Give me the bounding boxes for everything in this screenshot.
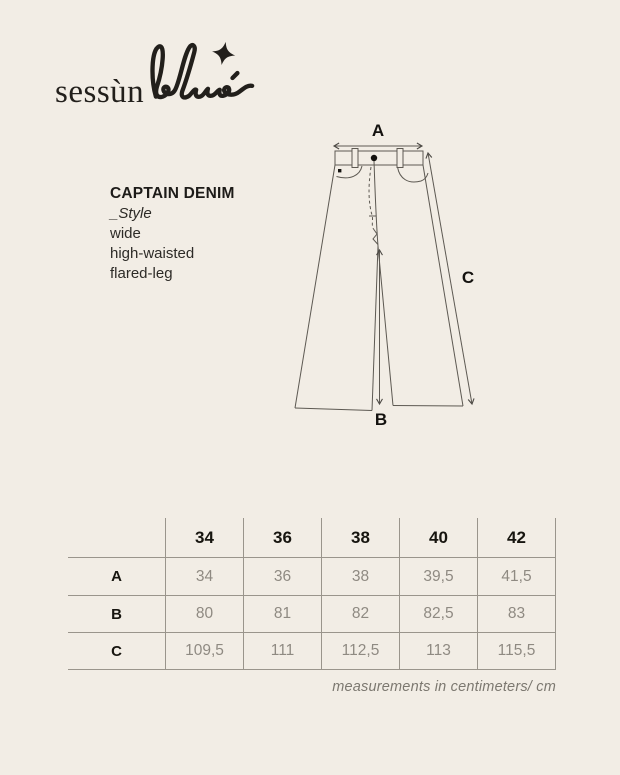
style-label: _Style xyxy=(110,205,152,222)
size-value: 109,5 xyxy=(166,633,244,670)
side-seam-left xyxy=(295,165,335,408)
product-name: CAPTAIN DENIM xyxy=(110,185,235,202)
measurement-row-label: B xyxy=(68,596,166,633)
size-value: 36 xyxy=(244,558,322,596)
size-value: 82,5 xyxy=(400,596,478,633)
inseam-left xyxy=(372,246,378,411)
style-attribute-waist: high-waisted xyxy=(110,245,195,262)
measurement-row-label: A xyxy=(68,558,166,596)
measurement-label-b: B xyxy=(374,410,388,429)
coin-rivet xyxy=(338,169,341,172)
size-value: 34 xyxy=(166,558,244,596)
sparkle-star-icon xyxy=(210,40,237,67)
waistband xyxy=(335,151,423,165)
size-value: 80 xyxy=(166,596,244,633)
size-value: 39,5 xyxy=(400,558,478,596)
size-col-header: 34 xyxy=(166,518,244,558)
size-col-header: 42 xyxy=(478,518,556,558)
belt-loop-right xyxy=(397,149,403,168)
size-col-header: 40 xyxy=(400,518,478,558)
table-corner-cell xyxy=(68,518,166,558)
size-value: 83 xyxy=(478,596,556,633)
belt-loop-left xyxy=(352,149,358,168)
measurement-unit-note: measurements in centimeters/ cm xyxy=(332,679,556,695)
blue-script-wordmark xyxy=(150,34,260,119)
measurement-label-a: A xyxy=(371,121,385,140)
fly-stitch xyxy=(369,167,373,229)
measurement-row-label: C xyxy=(68,633,166,670)
size-value: 38 xyxy=(322,558,400,596)
size-col-header: 36 xyxy=(244,518,322,558)
size-value: 41,5 xyxy=(478,558,556,596)
size-value: 81 xyxy=(244,596,322,633)
hem-right xyxy=(393,406,463,407)
size-table xyxy=(68,518,556,670)
size-value: 111 xyxy=(244,633,322,670)
product-info xyxy=(110,184,235,284)
size-value: 82 xyxy=(322,596,400,633)
style-attribute-leg: flared-leg xyxy=(110,265,173,282)
style-attribute-fit: wide xyxy=(110,225,141,242)
size-value: 112,5 xyxy=(322,633,400,670)
script-accent-tick xyxy=(233,73,238,78)
hem-left xyxy=(295,408,372,411)
measurement-label-c: C xyxy=(461,268,475,287)
brand-wordmark: sessùn xyxy=(55,74,145,110)
size-col-header: 38 xyxy=(322,518,400,558)
inseam-right xyxy=(378,246,393,406)
size-value: 113 xyxy=(400,633,478,670)
button xyxy=(371,155,377,161)
size-value: 115,5 xyxy=(478,633,556,670)
